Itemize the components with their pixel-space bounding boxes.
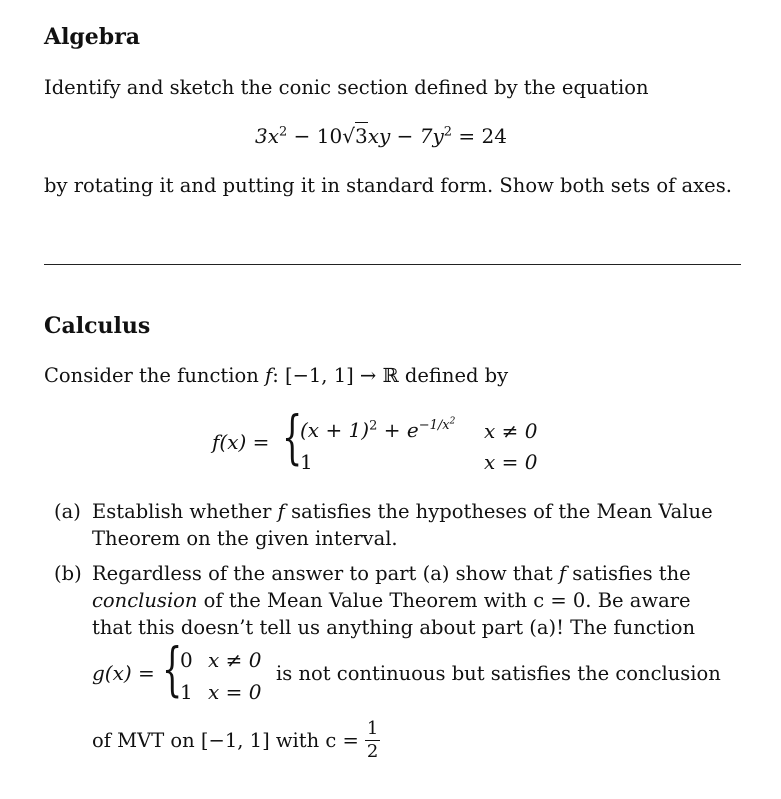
algebra-outro: by rotating it and putting it in standard form. Show both sets of axes.: [44, 174, 732, 197]
part-a-line2: Theorem on the given interval.: [92, 527, 398, 550]
part-b-line2: conclusion of the Mean Value Theorem with c = 0. Be aware: [92, 589, 691, 612]
algebra-heading: Algebra: [44, 24, 141, 50]
g-post-text: is not continuous but satisfies the conclusion: [276, 662, 721, 685]
calculus-heading: Calculus: [44, 313, 151, 339]
g-lhs: g(x) =: [92, 661, 155, 685]
g-case1-cond: x ≠ 0: [208, 648, 262, 672]
f-case2-cond: x = 0: [484, 450, 538, 474]
eq-term-c: xy − 7y: [367, 124, 444, 148]
eq-rhs: = 24: [452, 124, 507, 148]
calculus-intro-f: f: [264, 364, 273, 387]
last-line-text: of MVT on [−1, 1] with c =: [92, 729, 359, 752]
eq-term-a: 3x: [255, 124, 280, 148]
g-case2-val: 1: [180, 680, 193, 704]
eq-radicand: 3: [354, 124, 368, 148]
calculus-intro-text-b: : [−1, 1] → ℝ defined by: [272, 364, 509, 387]
f-case1-expr: $(x + 1)^2 + e^{-1/x^2}$: [300, 417, 456, 442]
fraction-denominator: 2: [366, 741, 379, 762]
fraction-one-half: [365, 720, 380, 761]
g-case1-val: 0: [180, 648, 193, 672]
conic-equation: $3x^2 - 10√3xy - 7y^2 = 24$: [255, 124, 507, 148]
f-brace-icon: {: [282, 403, 303, 471]
g-case2-cond: x = 0: [208, 680, 262, 704]
fraction-numerator: 1: [366, 718, 379, 739]
g-brace-icon: {: [162, 635, 183, 703]
part-a-label: (a): [54, 500, 81, 523]
calculus-intro-text-a: Consider the function: [44, 364, 265, 387]
part-a-line1: Establish whether f satisfies the hypotheses of the Mean Value: [92, 500, 713, 523]
eq-term-b: − 10: [287, 124, 343, 148]
part-b-label: (b): [54, 562, 82, 585]
algebra-intro: Identify and sketch the conic section defined by the equation: [44, 76, 649, 99]
part-b-line1: Regardless of the answer to part (a) show that f satisfies the: [92, 562, 691, 585]
calculus-intro: [44, 364, 508, 387]
section-divider: [44, 264, 741, 265]
part-b-line3: that this doesn’t tell us anything about part (a)! The function: [92, 616, 696, 639]
part-b-last-line: [92, 720, 380, 761]
f-case2-expr: 1: [300, 450, 313, 474]
f-lhs: f(x) =: [212, 430, 270, 454]
f-case1-cond: x ≠ 0: [484, 419, 538, 443]
